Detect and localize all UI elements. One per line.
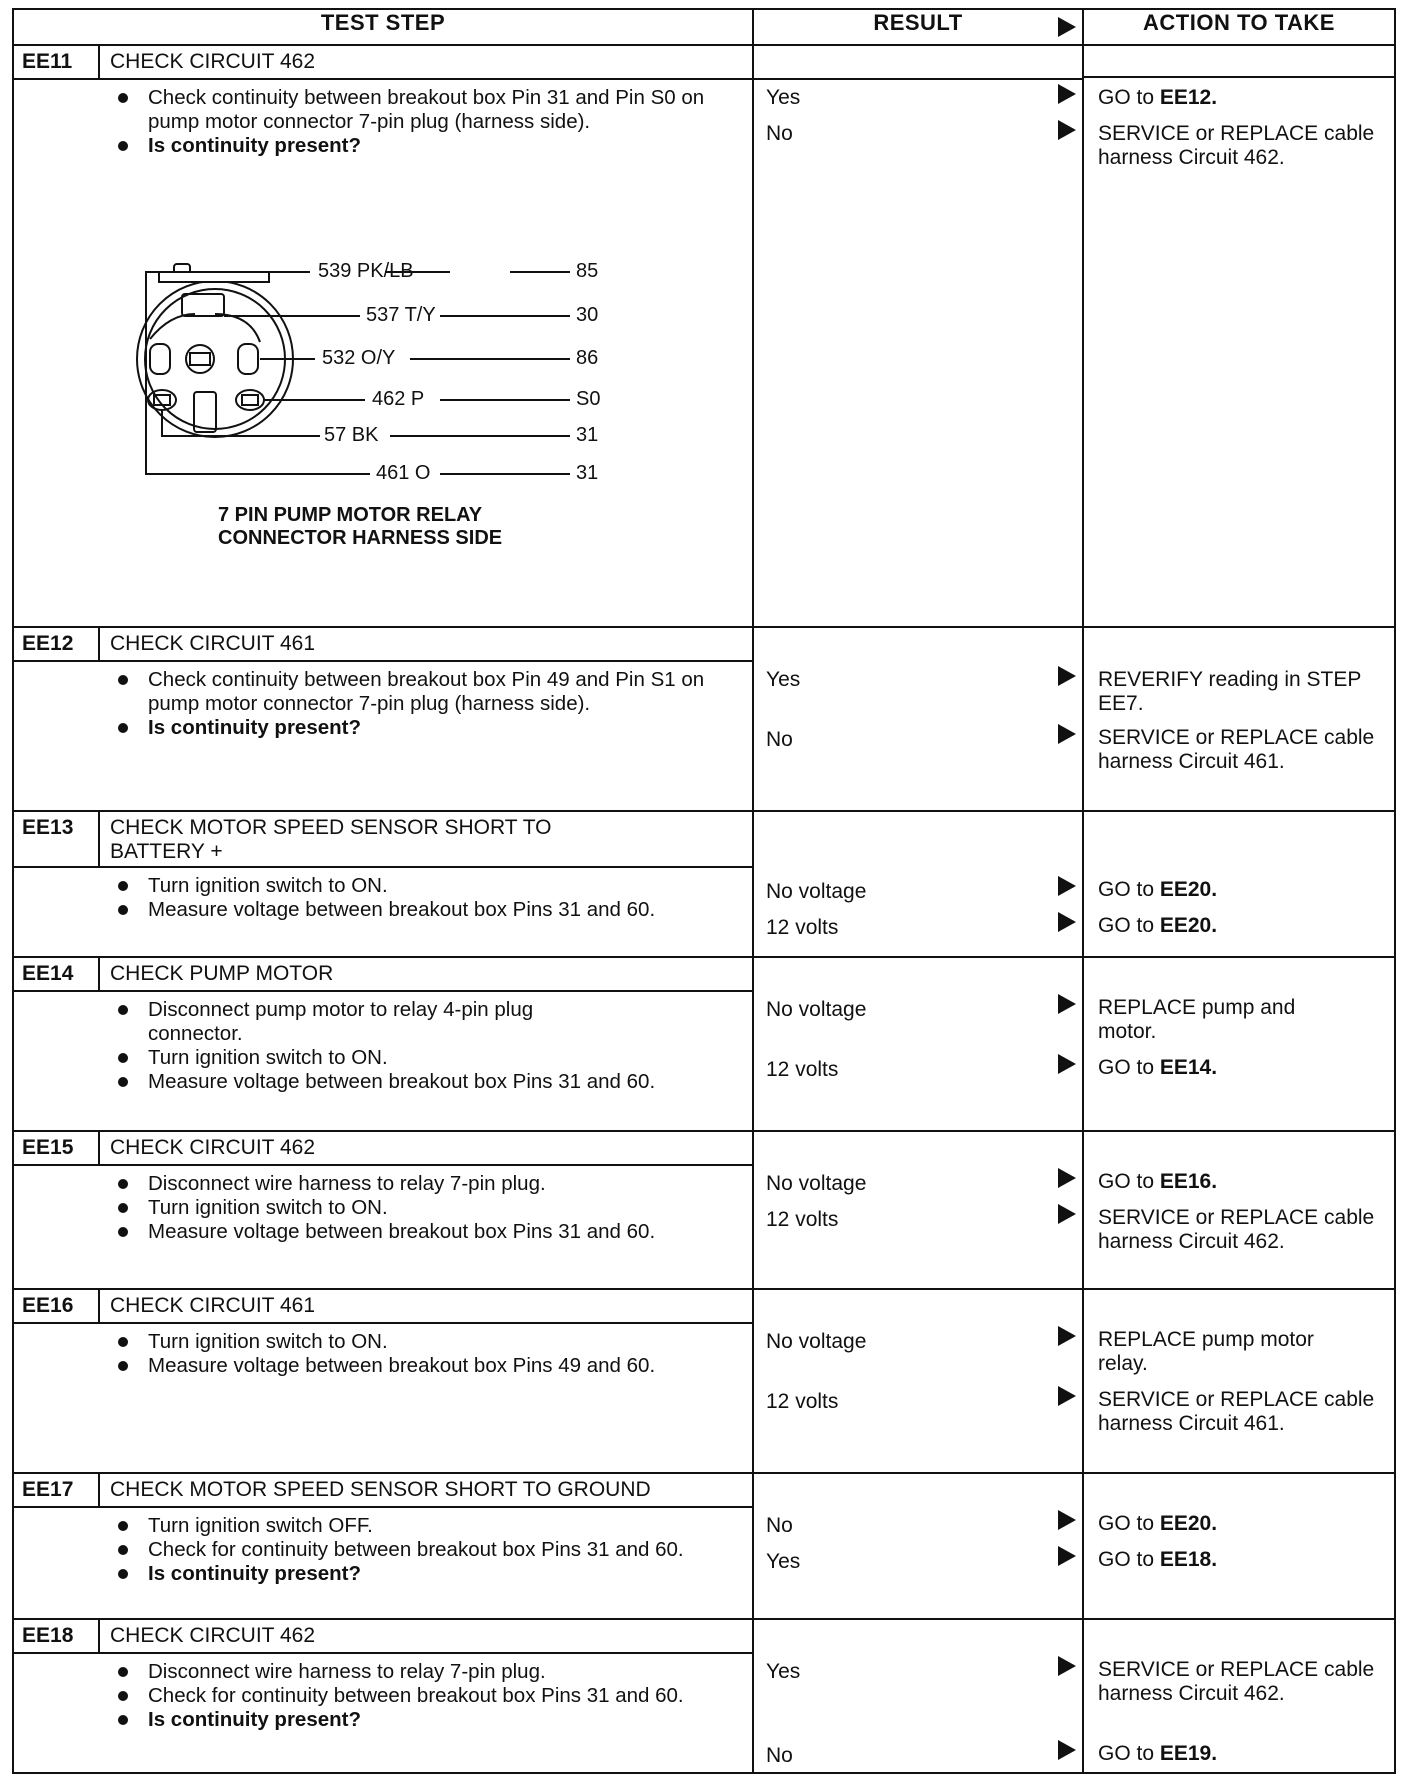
result-label: No — [766, 1514, 793, 1537]
step-id: EE18 — [14, 1620, 100, 1652]
header-result — [753, 9, 1083, 45]
action-text: SERVICE or REPLACE cable harness Circuit 462. — [1098, 1206, 1375, 1253]
action-text: SERVICE or REPLACE cable harness Circuit 461. — [1098, 1388, 1375, 1435]
step-title: CHECK PUMP MOTOR — [110, 962, 334, 985]
diagnostic-table-page — [12, 8, 1394, 1770]
step-bullets — [14, 998, 752, 1094]
test-step-cell — [13, 1289, 753, 1473]
step-header — [14, 1474, 752, 1508]
action-pre: SERVICE or REPLACE cable harness Circuit 462. — [1098, 122, 1375, 169]
action-pre: GO to — [1098, 86, 1160, 109]
bullet-item: Check continuity between breakout box Pin 31 and Pin S0 on pump motor connector 7-pin plug (harness side). — [110, 86, 752, 134]
action-step-ref: EE12. — [1159, 86, 1218, 109]
result-label: No voltage — [766, 998, 867, 1021]
action-text — [1098, 122, 1386, 170]
bullet-item: Check for continuity between breakout box Pins 31 and 60. — [110, 1538, 752, 1562]
action-text: REPLACE pump and motor. — [1098, 996, 1296, 1043]
table-header-row — [13, 9, 1395, 45]
bullet-item: Disconnect wire harness to relay 7-pin plug. — [110, 1172, 752, 1196]
test-step-cell — [13, 1473, 753, 1619]
action-text: REVERIFY reading in STEP EE7. — [1098, 668, 1362, 715]
step-id: EE14 — [14, 958, 100, 990]
step-row — [13, 1131, 1395, 1289]
result-label: No — [766, 1744, 793, 1767]
result-label: Yes — [766, 1660, 801, 1683]
bullet-item: Check for continuity between breakout box Pins 31 and 60. — [110, 1684, 752, 1708]
test-step-cell — [13, 627, 753, 811]
result-cell — [753, 811, 1083, 957]
result-cell — [753, 1131, 1083, 1289]
action-step-ref: EE20. — [1159, 914, 1218, 937]
result-label: Yes — [766, 1550, 801, 1573]
arrow-icon — [1058, 1740, 1076, 1760]
action-cell — [1083, 1473, 1395, 1619]
step-bullets — [14, 1172, 752, 1244]
arrow-icon — [1058, 912, 1076, 932]
step-bullets — [14, 1514, 752, 1586]
test-step-cell — [13, 1619, 753, 1773]
step-row — [13, 1473, 1395, 1619]
action-text — [1098, 86, 1386, 110]
step-row — [13, 1619, 1395, 1773]
wire-pin: 85 — [576, 260, 599, 282]
wire-label: 462 P — [372, 388, 425, 410]
arrow-icon — [1058, 1054, 1076, 1074]
step-bullets — [14, 874, 752, 922]
arrow-icon — [1058, 1386, 1076, 1406]
test-step-cell — [13, 957, 753, 1131]
wire-label: 57 BK — [324, 424, 379, 446]
arrow-icon — [1058, 724, 1076, 744]
arrow-icon — [1058, 666, 1076, 686]
result-cell — [753, 1473, 1083, 1619]
result-label: 12 volts — [766, 1058, 839, 1081]
step-row — [13, 811, 1395, 957]
bullet-item: Is continuity present? — [110, 134, 752, 158]
step-header — [14, 812, 752, 868]
diagram-caption — [218, 504, 502, 550]
action-text — [1098, 914, 1386, 938]
result-label: No — [766, 728, 793, 751]
step-header — [14, 958, 752, 992]
action-pre: GO to — [1098, 878, 1160, 901]
result-label: 12 volts — [766, 916, 839, 939]
step-title: CHECK CIRCUIT 462 — [110, 1136, 315, 1159]
action-text: REPLACE pump motor relay. — [1098, 1328, 1314, 1375]
arrow-icon — [1058, 17, 1076, 37]
test-step-cell — [13, 1131, 753, 1289]
result-cell — [753, 1289, 1083, 1473]
action-text — [1098, 878, 1386, 902]
action-pre: GO to — [1098, 1548, 1160, 1571]
step-row — [13, 627, 1395, 811]
action-pre: GO to — [1098, 1512, 1160, 1535]
header-action: ACTION TO TAKE — [1083, 9, 1395, 45]
action-cell — [1083, 811, 1395, 957]
caption-line: 7 PIN PUMP MOTOR RELAY — [218, 504, 483, 526]
step-bullets — [14, 1330, 752, 1378]
arrow-icon — [1058, 994, 1076, 1014]
bullet-item: Measure voltage between breakout box Pins 31 and 60. — [110, 1220, 752, 1244]
result-cell — [753, 45, 1083, 627]
bullet-item: Measure voltage between breakout box Pins 31 and 60. — [110, 1070, 752, 1094]
result-label: No voltage — [766, 1172, 867, 1195]
bullet-item: Is continuity present? — [110, 1708, 752, 1732]
bullet-item: Turn ignition switch to ON. — [110, 1196, 752, 1220]
action-cell — [1083, 45, 1395, 627]
step-bullets — [14, 668, 752, 740]
arrow-icon — [1058, 84, 1076, 104]
wire-label: 539 PK/LB — [318, 260, 414, 282]
arrow-icon — [1058, 120, 1076, 140]
result-label: No voltage — [766, 1330, 867, 1353]
bullet-item: Turn ignition switch OFF. — [110, 1514, 752, 1538]
step-header — [14, 1620, 752, 1654]
arrow-icon — [1058, 1204, 1076, 1224]
wire-pin: 30 — [576, 304, 599, 326]
caption-line: CONNECTOR HARNESS SIDE — [218, 527, 503, 549]
action-cell — [1083, 1131, 1395, 1289]
step-header — [14, 1290, 752, 1324]
step-title: CHECK CIRCUIT 462 — [110, 1624, 315, 1647]
step-row — [13, 45, 1395, 627]
result-label: Yes — [766, 668, 801, 691]
step-title: CHECK CIRCUIT 462 — [110, 50, 315, 73]
bullet-item: Measure voltage between breakout box Pins 31 and 60. — [110, 898, 752, 922]
step-id: EE15 — [14, 1132, 100, 1164]
step-title: CHECK MOTOR SPEED SENSOR SHORT TO GROUND — [110, 1478, 651, 1501]
arrow-icon — [1058, 1546, 1076, 1566]
step-bullets — [14, 1660, 752, 1732]
step-id: EE13 — [14, 812, 100, 866]
arrow-icon — [1058, 1326, 1076, 1346]
action-pre: GO to — [1098, 1170, 1160, 1193]
action-cell — [1083, 957, 1395, 1131]
result-label: Yes — [766, 86, 801, 109]
action-step-ref: EE14. — [1159, 1056, 1218, 1079]
action-text — [1098, 1170, 1386, 1194]
diagnostic-table — [12, 8, 1396, 1774]
wire-label: 532 O/Y — [322, 347, 396, 369]
action-pre: GO to — [1098, 914, 1160, 937]
step-title: CHECK MOTOR SPEED SENSOR SHORT TO BATTERY + — [110, 816, 552, 863]
wire-label: 461 O — [376, 462, 431, 484]
step-bullets — [14, 86, 752, 158]
test-step-cell — [13, 811, 753, 957]
action-pre: GO to — [1098, 1742, 1160, 1765]
action-text — [1098, 1056, 1386, 1080]
action-step-ref: EE16. — [1159, 1170, 1218, 1193]
step-title: CHECK CIRCUIT 461 — [110, 632, 315, 655]
action-step-ref: EE20. — [1159, 1512, 1218, 1535]
result-cell — [753, 957, 1083, 1131]
arrow-icon — [1058, 876, 1076, 896]
test-step-cell — [13, 45, 753, 627]
step-row — [13, 1289, 1395, 1473]
step-id: EE12 — [14, 628, 100, 660]
result-label: 12 volts — [766, 1208, 839, 1231]
wire-label: 537 T/Y — [366, 304, 436, 326]
connector-pinout-svg — [110, 164, 710, 494]
result-cell — [753, 1619, 1083, 1773]
step-header — [14, 46, 752, 80]
step-header — [14, 628, 752, 662]
bullet-item: Disconnect wire harness to relay 7-pin plug. — [110, 1660, 752, 1684]
wire-pin: 31 — [576, 462, 599, 484]
bullet-item: Measure voltage between breakout box Pins 49 and 60. — [110, 1354, 752, 1378]
wire-pin: S0 — [576, 388, 601, 410]
bullet-item: Is continuity present? — [110, 1562, 752, 1586]
connector-diagram — [110, 164, 752, 549]
bullet-item: Turn ignition switch to ON. — [110, 874, 752, 898]
action-text — [1098, 1742, 1386, 1766]
wire-pin: 31 — [576, 424, 599, 446]
bullet-item: Check continuity between breakout box Pin 49 and Pin S1 on pump motor connector 7-pin plug (harness side). — [110, 668, 752, 716]
bullet-item: Turn ignition switch to ON. — [110, 1330, 752, 1354]
action-text — [1098, 1548, 1386, 1572]
result-label: No — [766, 122, 793, 145]
bullet-item: Disconnect pump motor to relay 4-pin plug connector. — [110, 998, 752, 1046]
action-step-ref: EE20. — [1159, 878, 1218, 901]
wire-pin: 86 — [576, 347, 599, 369]
result-cell — [753, 627, 1083, 811]
result-label: No voltage — [766, 880, 867, 903]
step-id: EE17 — [14, 1474, 100, 1506]
header-test-step: TEST STEP — [13, 9, 753, 45]
action-text — [1098, 1512, 1386, 1536]
arrow-icon — [1058, 1168, 1076, 1188]
result-label: 12 volts — [766, 1390, 839, 1413]
arrow-icon — [1058, 1510, 1076, 1530]
step-title: CHECK CIRCUIT 461 — [110, 1294, 315, 1317]
action-step-ref: EE18. — [1159, 1548, 1218, 1571]
step-id: EE11 — [14, 46, 100, 78]
action-cell — [1083, 627, 1395, 811]
step-row — [13, 957, 1395, 1131]
action-text: SERVICE or REPLACE cable harness Circuit 462. — [1098, 1658, 1375, 1705]
action-step-ref: EE19. — [1159, 1742, 1218, 1765]
action-pre: GO to — [1098, 1056, 1160, 1079]
arrow-icon — [1058, 1656, 1076, 1676]
bullet-item: Turn ignition switch to ON. — [110, 1046, 752, 1070]
header-result-label: RESULT — [873, 10, 963, 35]
action-text: SERVICE or REPLACE cable harness Circuit 461. — [1098, 726, 1375, 773]
step-header — [14, 1132, 752, 1166]
action-cell — [1083, 1619, 1395, 1773]
bullet-item: Is continuity present? — [110, 716, 752, 740]
step-id: EE16 — [14, 1290, 100, 1322]
action-cell — [1083, 1289, 1395, 1473]
